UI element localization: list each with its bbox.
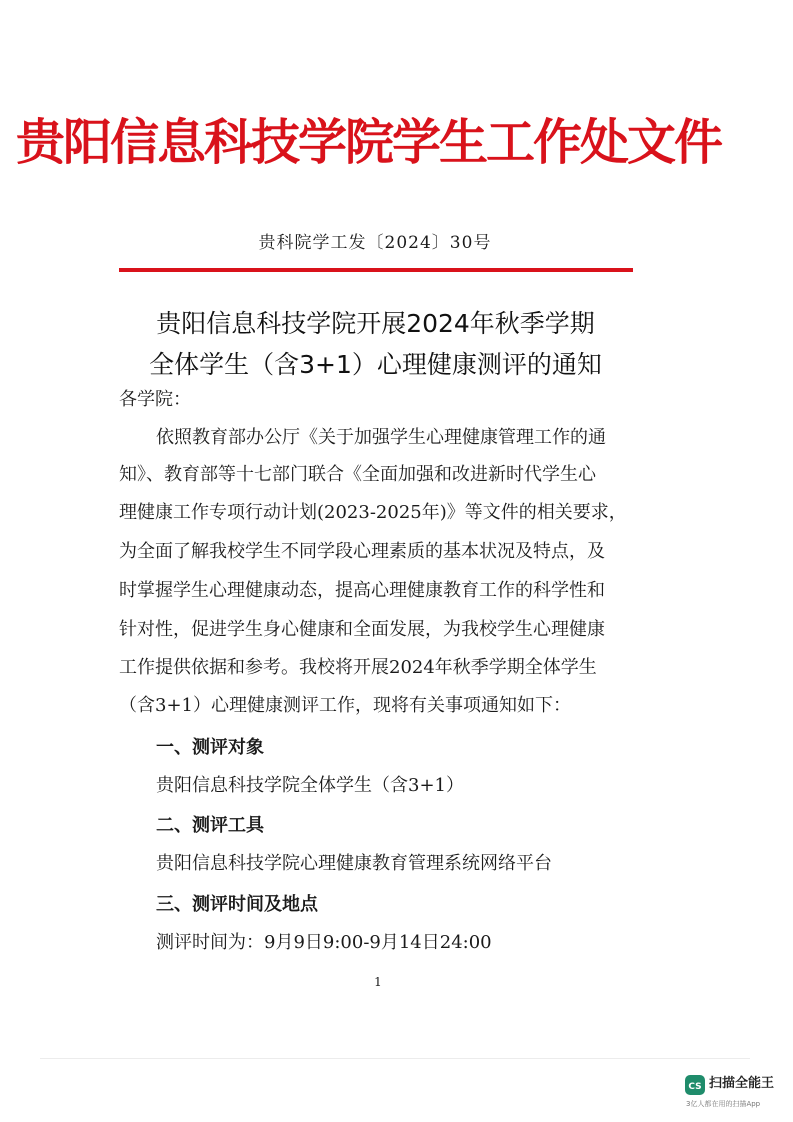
document-number: 贵科院学工发〔2024〕30号: [258, 233, 492, 253]
intro-line: 时掌握学生心理健康动态，提高心理健康教育工作的科学性和: [119, 580, 605, 601]
document-title-line-2: 全体学生（含3+1）心理健康测评的通知: [149, 350, 602, 379]
salutation: 各学院：: [119, 389, 191, 410]
section-heading-target: 一、测评对象: [156, 737, 264, 758]
intro-line: 针对性，促进学生身心健康和全面发展，为我校学生心理健康: [119, 619, 605, 640]
intro-line: 知》、教育部等十七部门联合《全面加强和改进新时代学生心: [119, 464, 596, 485]
watermark-app-name: 扫描全能王: [709, 1076, 775, 1091]
watermark-tagline: 3亿人都在用的扫描App: [686, 1100, 761, 1108]
intro-line: （含3+1）心理健康测评工作，现将有关事项通知如下：: [119, 695, 571, 716]
intro-line: 理健康工作专项行动计划(2023-2025年)》等文件的相关要求，: [119, 502, 627, 523]
red-divider: [119, 268, 633, 272]
svg-text:CS: CS: [688, 1082, 702, 1092]
camscanner-logo-icon: [685, 1075, 705, 1095]
section-content-target: 贵阳信息科技学院全体学生（含3+1）: [156, 775, 464, 796]
document-title-line-1: 贵阳信息科技学院开展2024年秋季学期: [156, 309, 595, 338]
intro-line: 为全面了解我校学生不同学段心理素质的基本状况及特点，及: [119, 541, 605, 562]
section-heading-tool: 二、测评工具: [156, 815, 264, 836]
page-number: 1: [374, 975, 382, 989]
section-content-tool: 贵阳信息科技学院心理健康教育管理系统网络平台: [156, 853, 552, 874]
intro-line: 依照教育部办公厅《关于加强学生心理健康管理工作的通: [156, 427, 606, 448]
document-masthead: 贵阳信息科技学院学生工作处文件: [15, 114, 721, 171]
section-content-time: 测评时间为：9月9日9:00-9月14日24:00: [156, 932, 492, 953]
footer-divider: [40, 1058, 750, 1059]
scanner-watermark: [672, 1073, 782, 1117]
section-heading-time-place: 三、测评时间及地点: [156, 894, 318, 915]
intro-line: 工作提供依据和参考。我校将开展2024年秋季学期全体学生: [119, 657, 597, 678]
